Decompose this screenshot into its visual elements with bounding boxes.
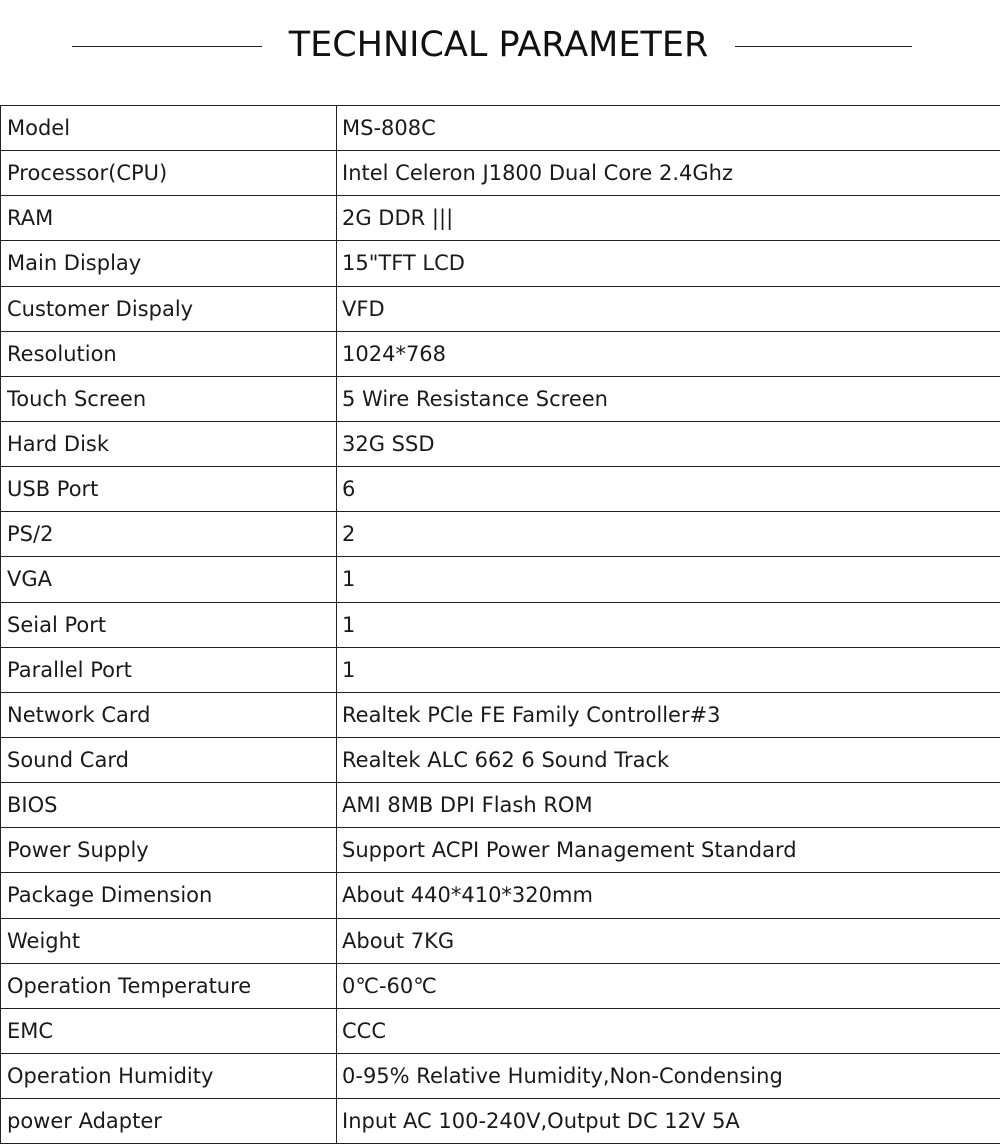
param-label: RAM <box>1 196 337 241</box>
table-row <box>1 286 1000 331</box>
table-row <box>1 151 1000 196</box>
param-value: 2G DDR ||| <box>337 196 1000 241</box>
param-label: VGA <box>1 557 337 602</box>
param-label: Power Supply <box>1 828 337 873</box>
table-row <box>1 241 1000 286</box>
param-label: USB Port <box>1 467 337 512</box>
param-label: Resolution <box>1 331 337 376</box>
param-label: Seial Port <box>1 602 337 647</box>
page-title: TECHNICAL PARAMETER <box>288 25 709 65</box>
param-value: 1 <box>337 647 1000 692</box>
param-value: 6 <box>337 467 1000 512</box>
param-label: Processor(CPU) <box>1 151 337 196</box>
param-value: Input AC 100-240V,Output DC 12V 5A <box>337 1099 1000 1144</box>
table-row <box>1 421 1000 466</box>
param-value: 32G SSD <box>337 421 1000 466</box>
param-label: power Adapter <box>1 1099 337 1144</box>
table-row <box>1 1008 1000 1053</box>
param-label: Main Display <box>1 241 337 286</box>
param-value: AMI 8MB DPI Flash ROM <box>337 783 1000 828</box>
table-row <box>1 557 1000 602</box>
table-row <box>1 783 1000 828</box>
table-row <box>1 963 1000 1008</box>
page-header <box>0 0 1000 92</box>
param-label: Weight <box>1 918 337 963</box>
table-row <box>1 331 1000 376</box>
param-label: Customer Dispaly <box>1 286 337 331</box>
param-value: Realtek ALC 662 6 Sound Track <box>337 737 1000 782</box>
param-value: 1 <box>337 602 1000 647</box>
table-row <box>1 918 1000 963</box>
param-label: PS/2 <box>1 512 337 557</box>
spec-table <box>0 105 1000 1144</box>
param-value: 2 <box>337 512 1000 557</box>
table-row <box>1 692 1000 737</box>
param-label: Parallel Port <box>1 647 337 692</box>
header-divider-left <box>72 46 262 47</box>
table-row <box>1 376 1000 421</box>
param-value: About 440*410*320mm <box>337 873 1000 918</box>
table-row <box>1 467 1000 512</box>
table-row <box>1 1099 1000 1144</box>
table-row <box>1 106 1000 151</box>
table-row <box>1 512 1000 557</box>
table-row <box>1 647 1000 692</box>
param-label: Hard Disk <box>1 421 337 466</box>
param-value: 1024*768 <box>337 331 1000 376</box>
param-value: 0-95% Relative Humidity,Non-Condensing <box>337 1053 1000 1098</box>
param-label: BIOS <box>1 783 337 828</box>
table-row <box>1 602 1000 647</box>
header-divider-right <box>735 46 912 47</box>
param-value: About 7KG <box>337 918 1000 963</box>
param-value: VFD <box>337 286 1000 331</box>
param-label: Network Card <box>1 692 337 737</box>
param-label: Package Dimension <box>1 873 337 918</box>
param-value: 0℃-60℃ <box>337 963 1000 1008</box>
param-label: EMC <box>1 1008 337 1053</box>
table-row <box>1 828 1000 873</box>
param-value: Support ACPI Power Management Standard <box>337 828 1000 873</box>
param-value: Realtek PCle FE Family Controller#3 <box>337 692 1000 737</box>
param-label: Operation Temperature <box>1 963 337 1008</box>
param-value: Intel Celeron J1800 Dual Core 2.4Ghz <box>337 151 1000 196</box>
table-row <box>1 873 1000 918</box>
param-label: Sound Card <box>1 737 337 782</box>
spec-table-body <box>1 106 1000 1144</box>
table-row <box>1 737 1000 782</box>
param-value: MS-808C <box>337 106 1000 151</box>
param-value: CCC <box>337 1008 1000 1053</box>
param-value: 5 Wire Resistance Screen <box>337 376 1000 421</box>
table-row <box>1 196 1000 241</box>
param-value: 1 <box>337 557 1000 602</box>
param-value: 15"TFT LCD <box>337 241 1000 286</box>
table-row <box>1 1053 1000 1098</box>
param-label: Touch Screen <box>1 376 337 421</box>
param-label: Model <box>1 106 337 151</box>
param-label: Operation Humidity <box>1 1053 337 1098</box>
